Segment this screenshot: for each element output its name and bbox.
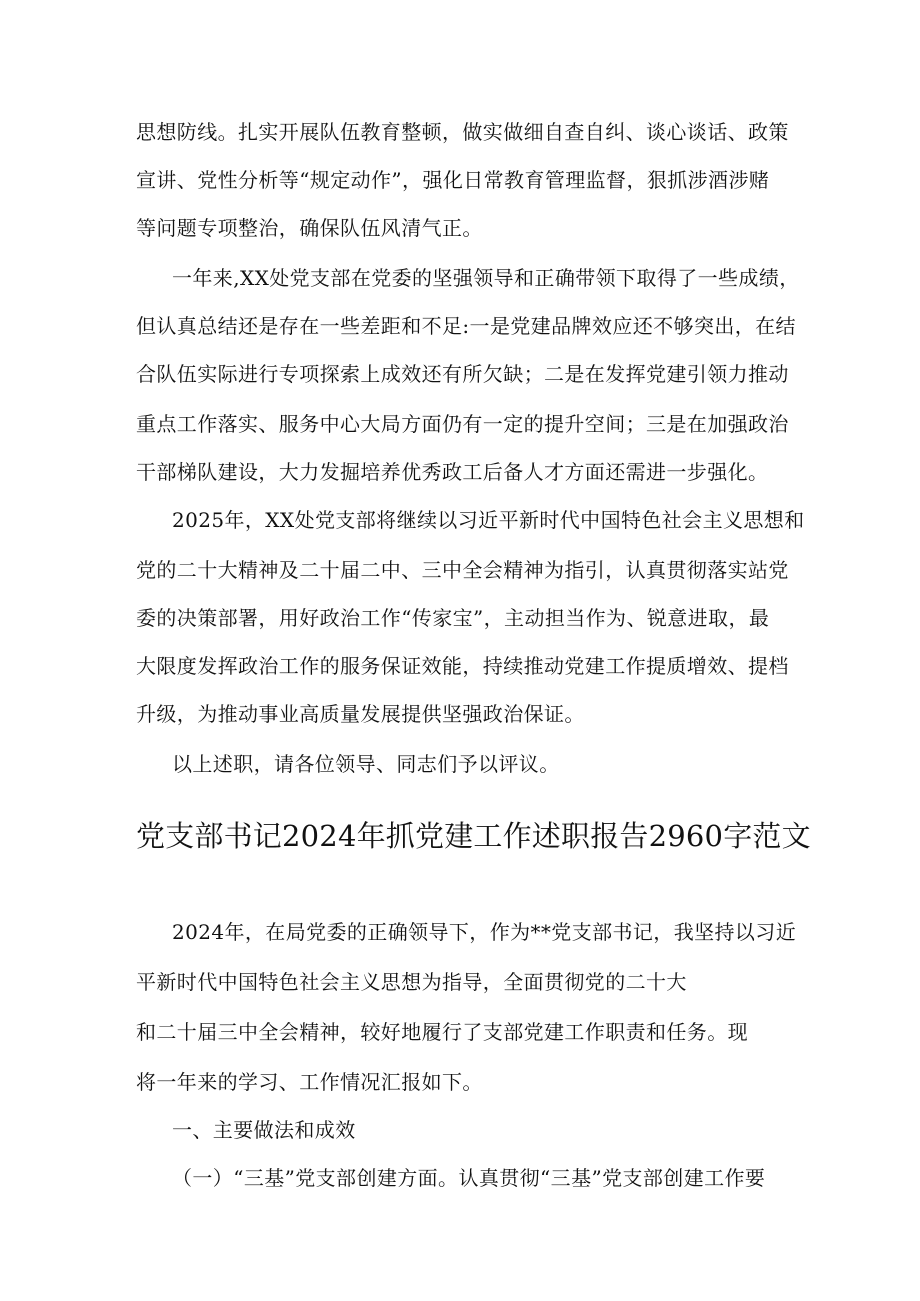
text-line: 将一年来的学习、工作情况汇报如下。 <box>136 1070 483 1094</box>
text-line: 大限度发挥政治工作的服务保证效能，持续推动党建工作提质增效、提档 <box>136 654 789 678</box>
subheading: 一、主要做法和成效 <box>172 1118 356 1142</box>
text-line: 重点工作落实、服务中心大局方面仍有一定的提升空间；三是在加强政治 <box>136 412 789 436</box>
paragraph-first-line: 2024年，在局党委的正确领导下，作为**党支部书记，我坚持以习近 <box>172 920 797 944</box>
sub-subheading: （一）“三基”党支部创建方面。认真贯彻“三基”党支部创建工作要 <box>172 1166 766 1190</box>
text-line: 干部梯队建设，大力发掘培养优秀政工后备人才方面还需进一步强化。 <box>136 460 769 484</box>
text-line: 但认真总结还是存在一些差距和不足:一是党建品牌效应还不够突出，在结 <box>136 314 796 338</box>
text-line: 宣讲、党性分析等“规定动作”，强化日常教育管理监督，狠抓涉酒涉赌 <box>136 168 770 192</box>
text-line: 和二十届三中全会精神，较好地履行了支部党建工作职责和任务。现 <box>136 1020 748 1044</box>
paragraph-first-line: 以上述职，请各位领导、同志们予以评议。 <box>172 752 560 776</box>
paragraph-first-line: 一年来,XX处党支部在党委的坚强领导和正确带领下取得了一些成绩， <box>172 266 800 290</box>
text-line: 升级，为推动事业高质量发展提供坚强政治保证。 <box>136 702 585 726</box>
text-line: 合队伍实际进行专项探索上成效还有所欠缺；二是在发挥党建引领力推动 <box>136 362 789 386</box>
section-title: 党支部书记2024年抓党建工作述职报告2960字范文 <box>136 819 811 853</box>
text-line: 思想防线。扎实开展队伍教育整顿，做实做细自查自纠、谈心谈话、政策 <box>136 120 789 144</box>
text-line: 党的二十大精神及二十届二中、三中全会精神为指引，认真贯彻落实站党 <box>136 558 789 582</box>
text-line: 等问题专项整治，确保队伍风清气正。 <box>136 216 483 240</box>
text-line: 委的决策部署，用好政治工作“传家宝”，主动担当作为、锐意进取，最 <box>136 606 770 630</box>
paragraph-first-line: 2025年，XX处党支部将继续以习近平新时代中国特色社会主义思想和 <box>172 508 805 532</box>
text-line: 平新时代中国特色社会主义思想为指导，全面贯彻党的二十大 <box>136 970 687 994</box>
